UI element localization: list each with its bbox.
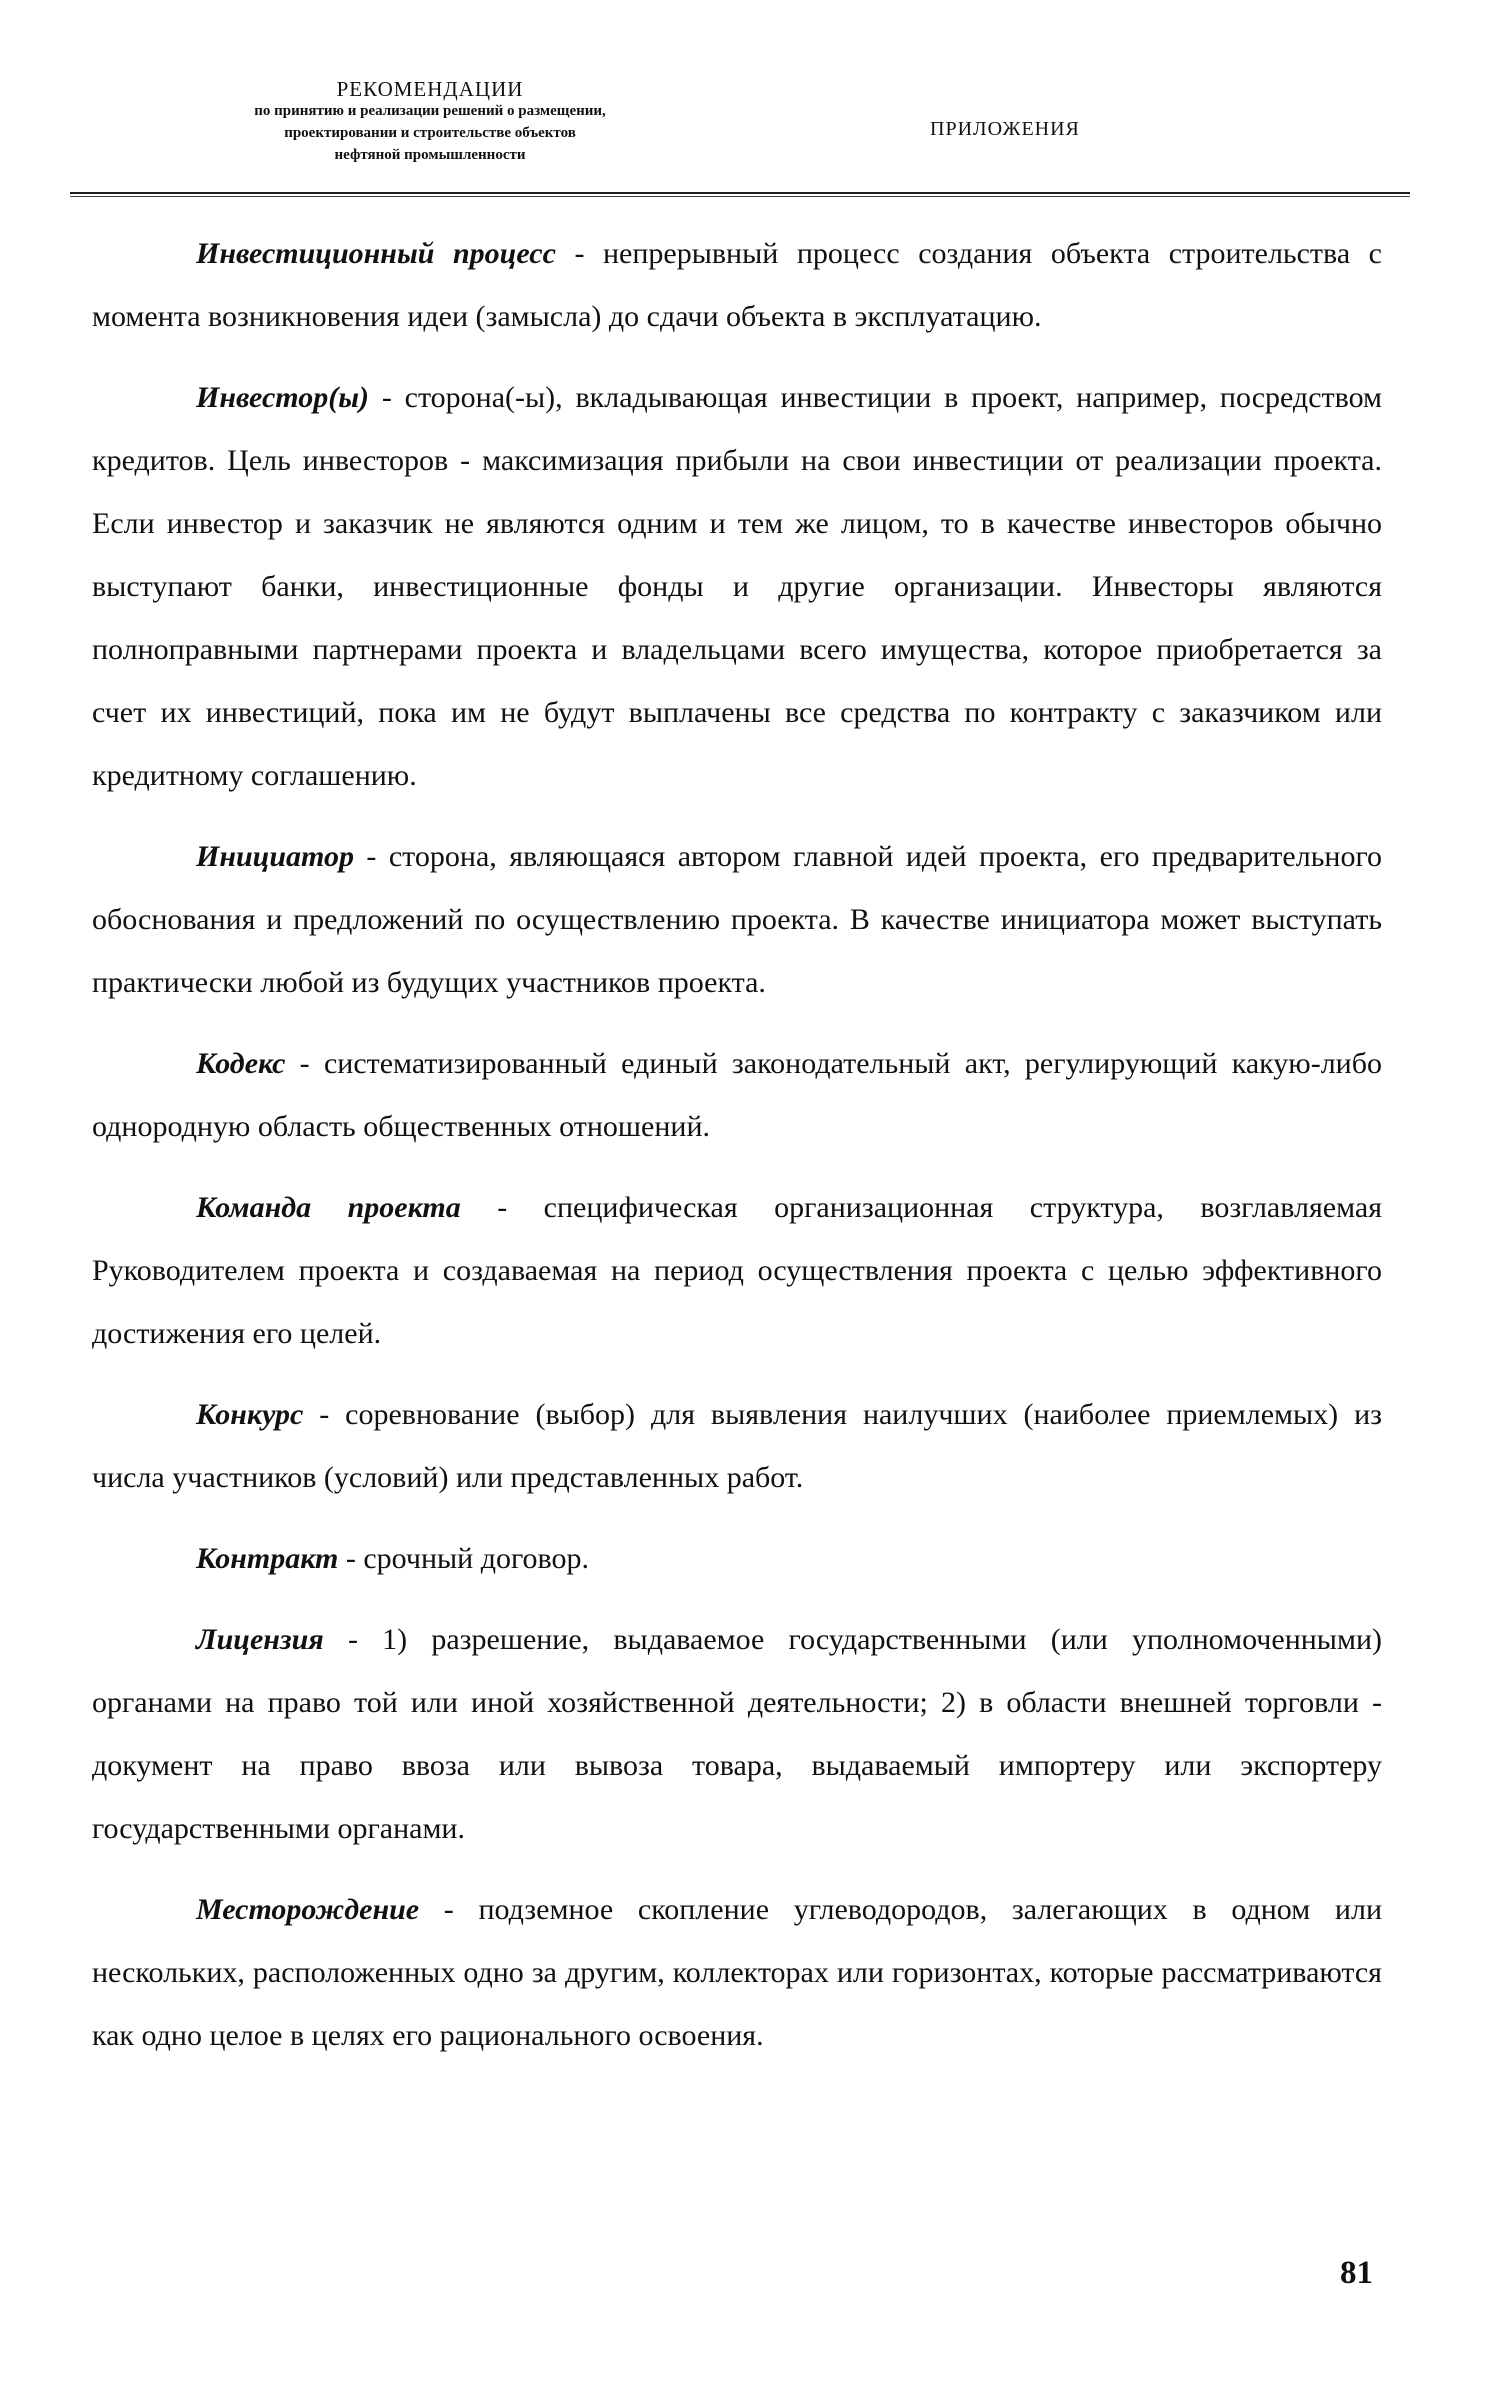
- glossary-term: Контракт: [196, 1542, 339, 1575]
- glossary-definition: - подземное скопление углеводородов, залегающих в одном или нескольких, расположенных одно за другим, коллекторах или горизонтах, которые рассматриваются как одно целое в целях его рационального освоения.: [92, 1893, 1382, 2052]
- glossary-definition: - сторона, являющаяся автором главной идей проекта, его предварительного обоснования и предложений по осуществлению проекта. В качестве инициатора может выступать практически любой из будущих участников проекта.: [92, 840, 1382, 999]
- header-document-title-block: [130, 78, 730, 166]
- header-section-name: ПРИЛОЖЕНИЯ: [930, 118, 1080, 140]
- glossary-term: Инвестиционный процесс: [196, 237, 556, 270]
- glossary-entry: [92, 1176, 1382, 1365]
- glossary-entry: [92, 1608, 1382, 1860]
- page-number: 81: [1340, 2255, 1373, 2291]
- glossary-definition: - соревнование (выбор) для выявления наилучших (наиболее приемлемых) из числа участников (условий) или представленных работ.: [92, 1398, 1382, 1494]
- glossary-entry: [92, 825, 1382, 1014]
- glossary-entry: [92, 1383, 1382, 1509]
- glossary-definition: - систематизированный единый законодательный акт, регулирующий какую-либо однородную область общественных отношений.: [92, 1047, 1382, 1143]
- glossary-definition: - специфическая организационная структура, возглавляемая Руководителем проекта и создаваемая на период осуществления проекта с целью эффективного достижения его целей.: [92, 1191, 1382, 1350]
- glossary-content: [92, 222, 1382, 2085]
- glossary-definition: - непрерывный процесс создания объекта строительства с момента возникновения идеи (замысла) до сдачи объекта в эксплуатацию.: [92, 237, 1382, 333]
- glossary-term: Команда проекта: [196, 1191, 461, 1224]
- glossary-term: Инвестор(ы): [196, 381, 369, 414]
- glossary-term: Конкурс: [196, 1398, 304, 1431]
- glossary-entry: [92, 1878, 1382, 2067]
- header-subtitle-line: проектировании и строительстве объектов: [284, 125, 576, 141]
- page-header: [90, 78, 1400, 193]
- glossary-term: Месторождение: [196, 1893, 420, 1926]
- glossary-definition: - 1) разрешение, выдаваемое государственными (или уполномоченными) органами на право той или иной хозяйственной деятельности; 2) в области внешней торговли - документ на право ввоза или вывоза товара, выдаваемый импортеру или экспортеру государственными органами.: [92, 1623, 1382, 1845]
- header-divider-thin: [70, 196, 1410, 197]
- glossary-term: Инициатор: [196, 840, 354, 873]
- glossary-definition: - сторона(-ы), вкладывающая инвестиции в проект, например, посредством кредитов. Цель инвесторов - максимизация прибыли на свои инвестиции от реализации проекта. Если инвестор и заказчик не являются одним и тем же лицом, то в качестве инвесторов обычно выступают банки, инвестиционные фонды и другие организации. Инвесторы являются полноправными партнерами проекта и владельцами всего имущества, которое приобретается за счет их инвестиций, пока им не будут выплачены все средства по контракту с заказчиком или кредитному соглашению.: [92, 381, 1382, 792]
- glossary-entry: [92, 1032, 1382, 1158]
- header-divider: [70, 192, 1410, 194]
- header-title: РЕКОМЕНДАЦИИ: [336, 77, 524, 101]
- glossary-term: Кодекс: [196, 1047, 286, 1080]
- glossary-entry: [92, 1527, 1382, 1590]
- header-subtitle-line: нефтяной промышленности: [334, 147, 526, 163]
- glossary-entry: [92, 222, 1382, 348]
- header-subtitle-line: по принятию и реализации решений о размещении,: [254, 103, 606, 119]
- glossary-entry: [92, 366, 1382, 807]
- glossary-term: Лицензия: [196, 1623, 324, 1656]
- glossary-definition: - срочный договор.: [338, 1542, 590, 1575]
